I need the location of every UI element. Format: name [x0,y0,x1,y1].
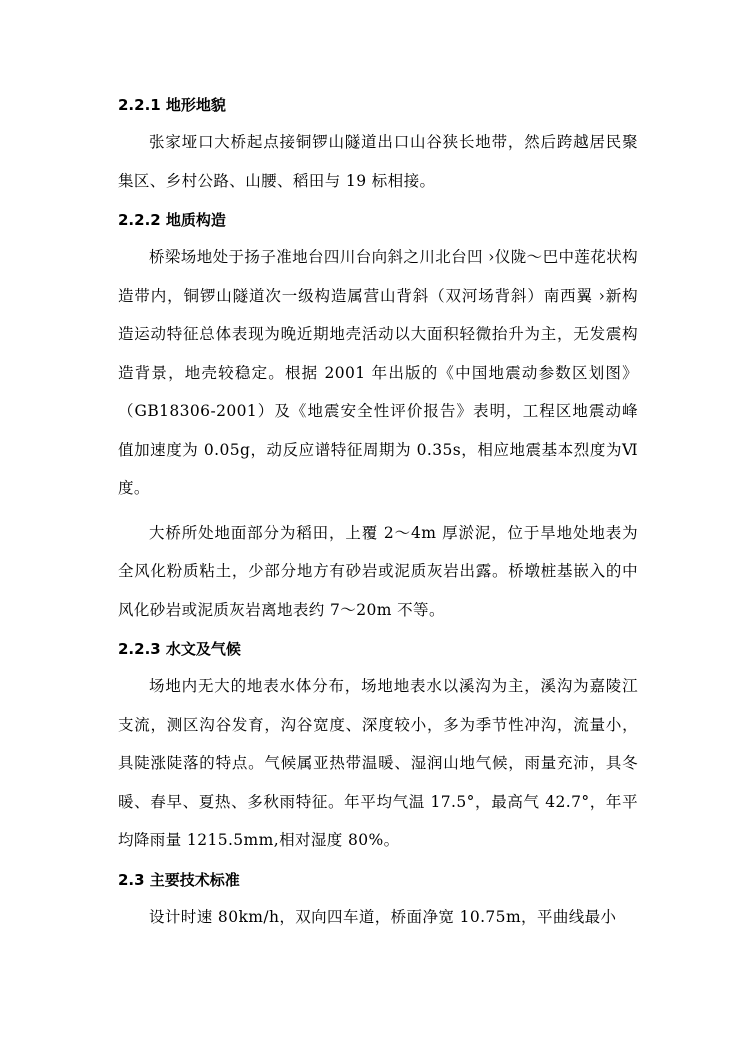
paragraph-geology-1: 桥梁场地处于扬子准地台四川台向斜之川北台凹 ›仪陇～巴中莲花状构造带内，铜锣山隧道次一级构造属营山背斜（双河场背斜）南西翼 ›新构造运动特征总体表现为晚近期地壳活动以大面积轻微抬升为主，无发震构造背景，地壳较稳定。根据 2001 年出版的《中国地震动参数区划图》（GB18306-2001）及《地震安全性评价报告》表明，工程区地震动峰值加速度为 0.05g，动反应谱特征周期为 0.35s，相应地震基本烈度为Ⅵ度。 [118,248,638,497]
paragraph-technical-standards: 设计时速 80km/h，双向四车道，桥面净宽 10.75m，平曲线最小 [149,907,617,926]
section-heading-2-3: 2.3 主要技术标准 [118,870,240,889]
section-heading-2-2-1: 2.2.1 地形地貌 [118,96,226,114]
paragraph-terrain: 张家垭口大桥起点接铜锣山隧道出口山谷狭长地带，然后跨越居民聚集区、乡村公路、山腰、稻田与 19 标相接。 [118,133,638,190]
section-heading-2-2-2: 2.2.2 地质构造 [118,211,226,229]
document-page [118,91,638,936]
paragraph-geology-2: 大桥所处地面部分为稻田，上覆 2～4m 厚淤泥，位于旱地处地表为全风化粉质粘土，少部分地方有砂岩或泥质灰岩出露。桥墩桩基嵌入的中风化砂岩或泥质灰岩离地表约 7～20m 不等。 [118,523,638,619]
paragraph-hydrology-climate: 场地内无大的地表水体分布，场地地表水以溪沟为主，溪沟为嘉陵江支流，测区沟谷发育，沟谷宽度、深度较小，多为季节性冲沟，流量小，具陡涨陡落的特点。气候属亚热带温暖、湿润山地气候，雨量充沛，具冬暖、春早、夏热、多秋雨特征。年平均气温 17.5°，最高气 42.7°，年平均降雨量 1215.5mm,相对湿度 80%。 [118,677,638,849]
section-heading-2-2-3: 2.2.3 水文及气候 [118,640,241,658]
